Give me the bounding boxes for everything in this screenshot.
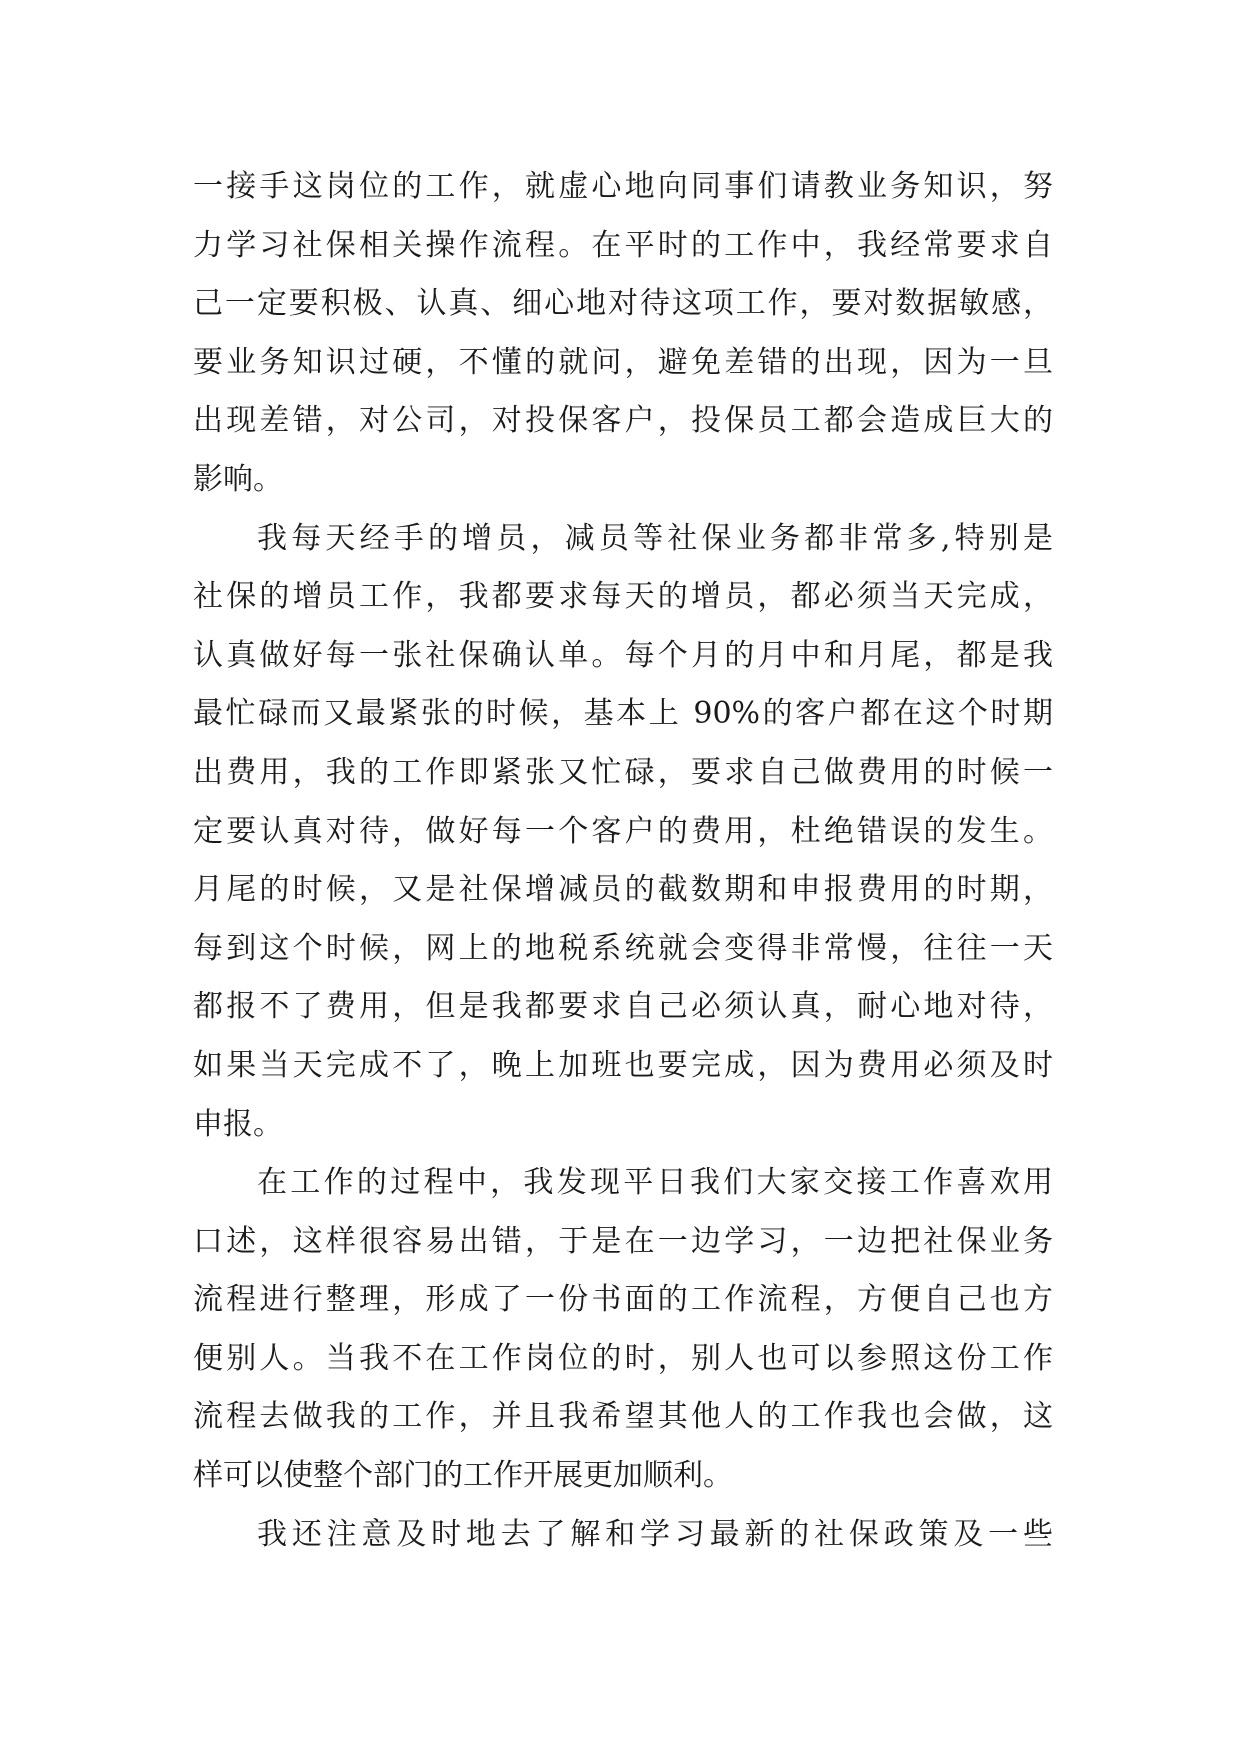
text-line: 出现差错，对公司，对投保客户，投保员工都会造成巨大的 <box>193 403 1053 439</box>
text-line: 出费用，我的工作即紧张又忙碌，要求自己做费用的时候一 <box>193 754 1053 790</box>
text-line: 定要认真对待，做好每一个客户的费用，杜绝错误的发生。 <box>193 813 1053 849</box>
text-line: 己一定要积极、认真、细心地对待这项工作，要对数据敏感， <box>193 286 1053 322</box>
text-line: 便别人。当我不在工作岗位的时，别人也可以参照这份工作 <box>193 1340 1053 1376</box>
text-line: 样可以使整个部门的工作开展更加顺利。 <box>193 1458 733 1494</box>
text-line: 社保的增员工作，我都要求每天的增员，都必须当天完成， <box>193 579 1053 615</box>
document-body <box>193 158 1053 1564</box>
text-line: 我每天经手的增员，减员等社保业务都非常多,特别是 <box>257 520 1053 556</box>
text-line: 口述，这样很容易出错，于是在一边学习，一边把社保业务 <box>193 1223 1053 1259</box>
text-line: 流程进行整理，形成了一份书面的工作流程，方便自己也方 <box>193 1282 1053 1318</box>
text-line: 一接手这岗位的工作，就虚心地向同事们请教业务知识，努 <box>193 169 1053 204</box>
paragraph-3 <box>193 1154 1053 1506</box>
text-line: 流程去做我的工作，并且我希望其他人的工作我也会做，这 <box>193 1399 1053 1435</box>
text-line: 影响。 <box>193 461 283 497</box>
text-line: 在工作的过程中，我发现平日我们大家交接工作喜欢用 <box>257 1165 1053 1201</box>
text-line: 力学习社保相关操作流程。在平时的工作中，我经常要求自 <box>193 227 1053 263</box>
paragraph-1 <box>193 158 1053 510</box>
paragraph-4 <box>193 1506 1053 1565</box>
text-line: 月尾的时候，又是社保增减员的截数期和申报费用的时期， <box>193 872 1053 908</box>
text-line: 我还注意及时地去了解和学习最新的社保政策及一些 <box>257 1516 1053 1552</box>
text-line: 认真做好每一张社保确认单。每个月的月中和月尾，都是我 <box>193 637 1053 673</box>
text-line: 如果当天完成不了，晚上加班也要完成，因为费用必须及时 <box>193 1047 1053 1083</box>
text-line: 申报。 <box>193 1106 283 1142</box>
text-line: 每到这个时候，网上的地税系统就会变得非常慢，往往一天 <box>193 930 1053 966</box>
paragraph-2 <box>193 510 1053 1155</box>
text-line: 要业务知识过硬，不懂的就问，避免差错的出现，因为一旦 <box>193 344 1053 380</box>
text-line: 都报不了费用，但是我都要求自己必须认真，耐心地对待， <box>193 989 1053 1025</box>
text-line: 最忙碌而又最紧张的时候，基本上 90%的客户都在这个时期 <box>193 696 1053 732</box>
